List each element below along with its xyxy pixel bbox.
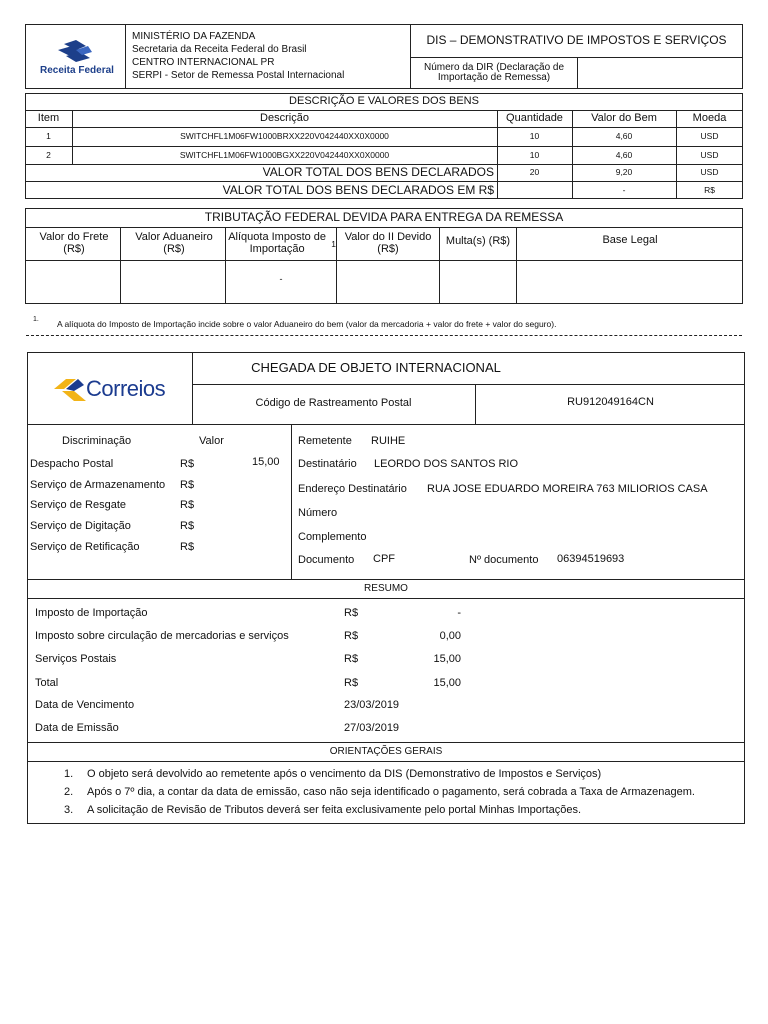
numero-label: Número bbox=[298, 507, 338, 519]
resumo-value-2: 0,00 bbox=[439, 630, 461, 642]
receita-emblem-icon bbox=[36, 38, 116, 66]
orientacao-num-3: 3. bbox=[64, 804, 74, 816]
service-cur-3: R$ bbox=[180, 499, 195, 511]
service-name-4: Serviço de Digitação bbox=[30, 520, 131, 532]
documento-tipo: CPF bbox=[373, 553, 395, 565]
tax-title: TRIBUTAÇÃO FEDERAL DEVIDA PARA ENTREGA DA REMESSA bbox=[204, 210, 564, 225]
total-qty: 20 bbox=[529, 167, 540, 178]
vencimento-label: Data de Vencimento bbox=[35, 699, 135, 711]
resumo-cur-4: R$ bbox=[344, 677, 359, 689]
table-row-2-value: 4,60 bbox=[615, 149, 633, 160]
col-quantidade: Quantidade bbox=[506, 111, 563, 124]
chegada-title: CHEGADA DE OBJETO INTERNACIONAL bbox=[251, 360, 501, 376]
destinatario-label: Destinatário bbox=[298, 458, 357, 470]
service-name-1: Despacho Postal bbox=[30, 458, 114, 470]
total-currency: USD bbox=[700, 167, 719, 178]
dir-label: Número da DIR (Declaração de Importação de Remessa) bbox=[423, 61, 565, 83]
col-valor-bem: Valor do Bem bbox=[591, 111, 657, 124]
cut-line bbox=[26, 335, 742, 336]
service-cur-2: R$ bbox=[180, 479, 195, 491]
table-row-1-value: 4,60 bbox=[615, 131, 633, 142]
orientacao-num-1: 1. bbox=[64, 768, 74, 780]
endereco-value: RUA JOSE EDUARDO MOREIRA 763 MILIORIOS CASA bbox=[427, 483, 708, 495]
emissao-label: Data de Emissão bbox=[35, 722, 119, 734]
ndoc-value: 06394519693 bbox=[557, 553, 625, 565]
resumo-cur-3: R$ bbox=[344, 653, 359, 665]
orientacao-text-3: A solicitação de Revisão de Tributos deverá ser feita exclusivamente pelo portal Minhas Importações. bbox=[87, 804, 582, 816]
vencimento-value: 23/03/2019 bbox=[344, 699, 400, 711]
table-row-2-currency: USD bbox=[700, 149, 719, 160]
correios-arrows-icon bbox=[52, 375, 88, 405]
resumo-value-4: 15,00 bbox=[433, 677, 461, 689]
col-aliquota bbox=[226, 228, 336, 260]
table-row-1-currency: USD bbox=[700, 131, 719, 142]
resumo-value-1: - bbox=[457, 607, 461, 619]
table-row-2-desc: SWITCHFL1M06FW1000BGXX220V042440XX0X0000 bbox=[179, 149, 390, 160]
table-row-1-desc: SWITCHFL1M06FW1000BRXX220V042440XX0X0000 bbox=[180, 131, 389, 142]
remetente-value: RUIHE bbox=[371, 435, 406, 447]
service-cur-4: R$ bbox=[180, 520, 195, 532]
total-brl-value: - bbox=[622, 184, 626, 195]
table-row-1-item: 1 bbox=[46, 131, 51, 142]
resumo-cur-2: R$ bbox=[344, 630, 359, 642]
resumo-label-1: Imposto de Importação bbox=[35, 607, 148, 619]
col-ii-devido: Valor do II Devido (R$) bbox=[344, 231, 432, 255]
doc-title: DIS – DEMONSTRATIVO DE IMPOSTOS E SERVIÇOS bbox=[426, 33, 727, 48]
resumo-label-4: Total bbox=[35, 677, 59, 689]
footnote-marker: 1. bbox=[33, 316, 39, 323]
total-brl-label: VALOR TOTAL DOS BENS DECLARADOS EM R$ bbox=[222, 182, 494, 197]
ndoc-label: Nº documento bbox=[469, 554, 539, 566]
emissao-value: 27/03/2019 bbox=[344, 722, 400, 734]
table-row-1-qty: 10 bbox=[529, 131, 540, 142]
table-row-2-qty: 10 bbox=[529, 149, 540, 160]
orientacao-num-2: 2. bbox=[64, 786, 74, 798]
dir-value bbox=[578, 58, 742, 88]
correios-logo-text: Correios bbox=[86, 376, 166, 401]
valor-label: Valor bbox=[199, 435, 224, 447]
tracking-code: RU912049164CN bbox=[567, 396, 654, 409]
orientacao-text-2: Após o 7º dia, a contar da data de emissão, caso não seja identificado o pagamento, será cobrada a Taxa de Armazenagem. bbox=[87, 786, 695, 798]
service-name-5: Serviço de Retificação bbox=[30, 541, 140, 553]
complemento-label: Complemento bbox=[298, 531, 367, 543]
service-cur-5: R$ bbox=[180, 541, 195, 553]
aliquota-value: - bbox=[279, 274, 283, 285]
service-value-1: 15,00 bbox=[252, 456, 280, 468]
col-descricao: Descrição bbox=[260, 111, 309, 124]
goods-title: DESCRIÇÃO E VALORES DOS BENS bbox=[289, 94, 479, 107]
resumo-label-2: Imposto sobre circulação de mercadorias e serviços bbox=[35, 630, 289, 642]
col-moeda: Moeda bbox=[692, 111, 727, 124]
resumo-title: RESUMO bbox=[364, 582, 408, 594]
resumo-value-3: 15,00 bbox=[433, 653, 461, 665]
total-label: VALOR TOTAL DOS BENS DECLARADOS bbox=[262, 165, 494, 180]
receita-logo-text: Receita Federal bbox=[40, 65, 114, 76]
documento-label: Documento bbox=[298, 554, 355, 566]
resumo-cur-1: R$ bbox=[344, 607, 359, 619]
service-name-2: Serviço de Armazenamento bbox=[30, 479, 166, 491]
remetente-label: Remetente bbox=[298, 435, 352, 447]
orientacao-text-1: O objeto será devolvido ao remetente após o vencimento da DIS (Demonstrativo de Impostos e Serviços) bbox=[87, 768, 602, 780]
total-brl-currency: R$ bbox=[704, 184, 715, 195]
col-aliquota-sup: 1 bbox=[331, 238, 336, 249]
footnote-text: A alíquota do Imposto de Importação incide sobre o valor Aduaneiro do bem (valor da mercadoria + valor do frete + valor do seguro). bbox=[57, 319, 557, 329]
resumo-label-3: Serviços Postais bbox=[35, 653, 117, 665]
org-line-3: CENTRO INTERNACIONAL PR bbox=[132, 57, 275, 68]
correios-logo bbox=[52, 373, 172, 407]
col-item: Item bbox=[37, 111, 60, 124]
total-value: 9,20 bbox=[615, 167, 633, 178]
discrim-label: Discriminação bbox=[62, 435, 132, 447]
col-valor-aduaneiro: Valor Aduaneiro (R$) bbox=[135, 231, 213, 255]
service-cur-1: R$ bbox=[180, 458, 195, 470]
receita-federal-logo bbox=[36, 38, 116, 80]
org-line-4: SERPI - Setor de Remessa Postal Internacional bbox=[132, 70, 345, 81]
col-multas: Multa(s) (R$) bbox=[445, 235, 511, 248]
destinatario-value: LEORDO DOS SANTOS RIO bbox=[374, 458, 519, 470]
service-name-3: Serviço de Resgate bbox=[30, 499, 126, 511]
tracking-label: Código de Rastreamento Postal bbox=[255, 397, 412, 410]
table-row-2-item: 2 bbox=[46, 149, 51, 160]
col-aliquota-text: Alíquota Imposto de Importação bbox=[228, 231, 327, 255]
org-line-1: MINISTÉRIO DA FAZENDA bbox=[132, 31, 256, 42]
col-valor-frete: Valor do Frete (R$) bbox=[39, 231, 109, 255]
endereco-label: Endereço Destinatário bbox=[298, 483, 407, 495]
org-line-2: Secretaria da Receita Federal do Brasil bbox=[132, 44, 307, 55]
col-base-legal: Base Legal bbox=[602, 234, 658, 247]
orientacoes-title: ORIENTAÇÕES GERAIS bbox=[329, 745, 443, 757]
